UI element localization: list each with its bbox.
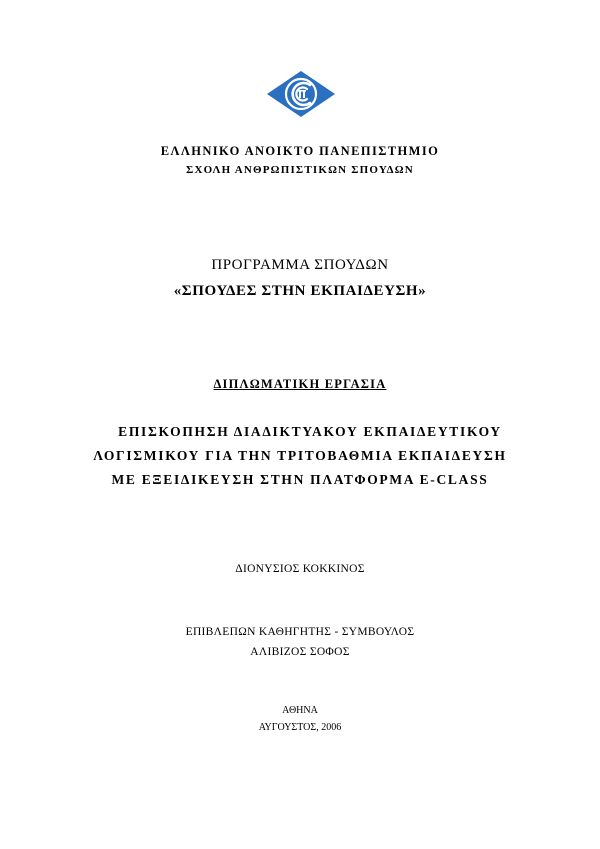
author-name: ΔΙΟΝΥΣΙΟΣ ΚΟΚΚΙΝΟΣ <box>235 563 365 575</box>
city: ΑΘΗΝΑ <box>282 705 318 716</box>
date: ΑΥΓΟΥΣΤΟΣ, 2006 <box>258 722 342 733</box>
supervisor-name: ΑΛΙΒΙΖΟΣ ΣΟΦΟΣ <box>250 646 350 658</box>
thesis-title-line: ΛΟΓΙΣΜΙΚΟΥ ΓΙΑ ΤΗΝ ΤΡΙΤΟΒΑΘΜΙΑ ΕΚΠΑΙΔΕΥΣΗ <box>93 448 507 463</box>
university-name: ΕΛΛΗΝΙΚΟ ΑΝΟΙΚΤΟ ΠΑΝΕΠΙΣΤΗΜΙΟ <box>160 144 440 158</box>
university-emblem-icon <box>266 70 336 118</box>
thesis-label: ΔΙΠΛΩΜΑΤΙΚΗ ΕΡΓΑΣΙΑ <box>213 377 387 391</box>
thesis-title-line: ΜΕ ΕΞΕΙΔΙΚΕΥΣΗ ΣΤΗΝ ΠΛΑΤΦΟΡΜΑ E-CLASS <box>111 472 489 487</box>
program-label: ΠΡΟΓΡΑΜΜΑ ΣΠΟΥΔΩΝ <box>211 257 389 273</box>
program-name: «ΣΠΟΥΔΕΣ ΣΤΗΝ ΕΚΠΑΙΔΕΥΣΗ» <box>173 283 427 299</box>
school-name: ΣΧΟΛΗ ΑΝΘΡΩΠΙΣΤΙΚΩΝ ΣΠΟΥΔΩΝ <box>186 164 414 176</box>
thesis-title-line: ΕΠΙΣΚΟΠΗΣΗ ΔΙΑΔΙΚΤΥΑΚΟΥ ΕΚΠΑΙΔΕΥΤΙΚΟΥ <box>118 424 502 439</box>
supervisor-role: ΕΠΙΒΛΕΠΩΝ ΚΑΘΗΓΗΤΗΣ - ΣΥΜΒΟΥΛΟΣ <box>185 626 415 638</box>
